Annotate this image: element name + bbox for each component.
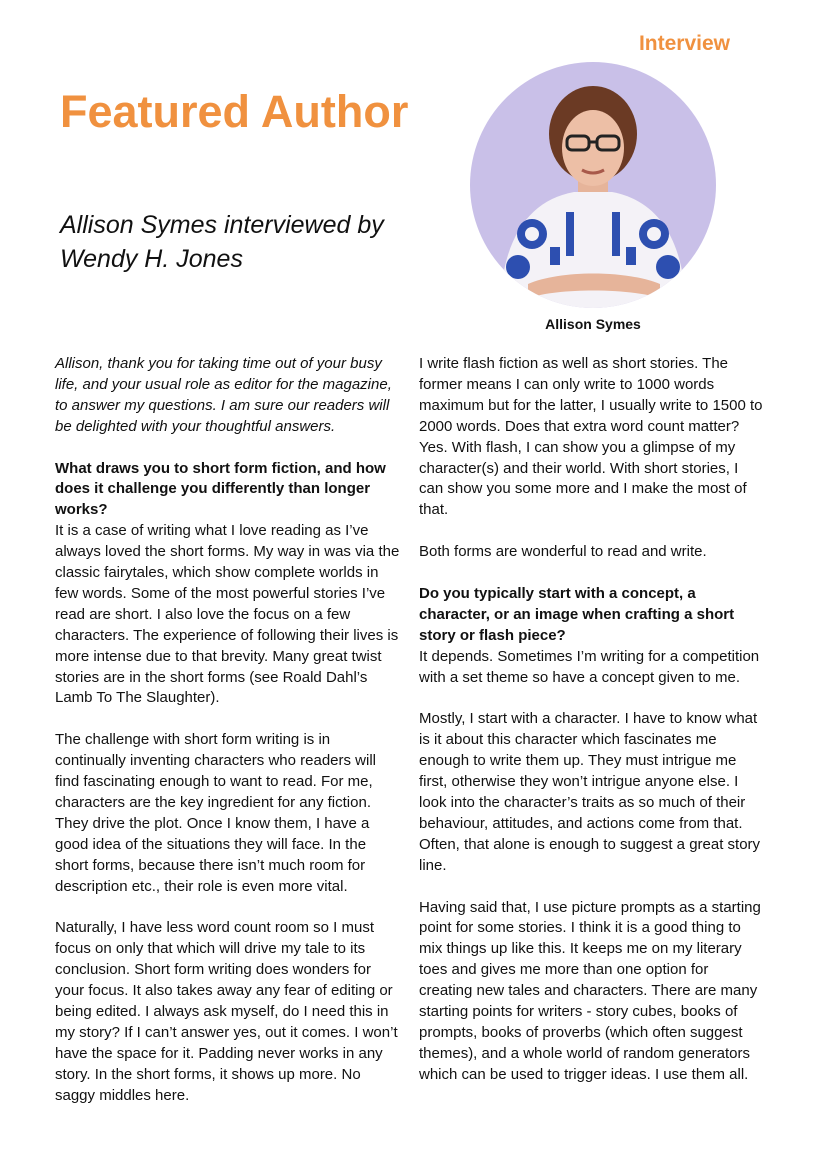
left-column [55, 354, 400, 1127]
right-column [419, 354, 764, 1107]
answer-1-paragraph-2: The challenge with short form writing is in continually inventing characters who readers will find fascinating enough to want to read. For me, characters are the key ingredient for any fiction. They drive the plot. Once I know them, I have a good idea of the situations they will face. In the short forms, because there isn’t much room for description etc., their role is even more vital. [55, 731, 376, 895]
answer-1-paragraph-5: Both forms are wonderful to read and write. [419, 543, 707, 561]
answer-1-paragraph-3: Naturally, I have less word count room so I must focus on only that which will drive my tale to its conclusion. Short form writing does wonders for your focus. It also takes away any fear of editing or being edited. I always ask myself, do I need this in my story? If I can’t answer yes, out it comes. I won’t have the space for it. Padding never works in any story. In the short forms, it shows up more. No saggy middles here. [55, 919, 398, 1104]
author-photo [470, 62, 716, 308]
page-title: Featured Author [60, 86, 409, 137]
answer-1-paragraph-1: It is a case of writing what I love reading as I’ve always loved the short forms. My way in was via the classic fairytales, which show complete worlds in few words. Some of the most powerful stories I’ve read are short. I also love the focus on a few characters. The experience of following their lives is more intense due to that brevity. Many great twist stories are in the short forms (see Roald Dahl’s Lamb To The Slaughter). [55, 522, 400, 707]
author-portrait-image [470, 62, 716, 308]
photo-caption: Allison Symes [545, 316, 641, 332]
question-1: What draws you to short form fiction, and how does it challenge you differently than longer works? [55, 459, 386, 519]
answer-1-paragraph-4: I write flash fiction as well as short stories. The former means I can only write to 1000 words maximum but for the latter, I usually write to 1500 to 2000 words. Does that extra word count matter? Yes. With flash, I can show you a glimpse of my character(s) and their world. With short stories, I can show you some more and I make the most of that. [419, 355, 763, 519]
answer-2-paragraph-3: Having said that, I use picture prompts as a starting point for some stories. I think it is a good thing to mix things up like this. It keeps me on my literary toes and gives me more than one option for creating new tales and characters. There are many starting points for writers - story cubes, books of prompts, books of proverbs (which often suggest themes), and a whole world of random generators which can be used to trigger ideas. I use them all. [419, 898, 761, 1083]
subtitle: Allison Symes interviewed by Wendy H. Jones [60, 211, 384, 273]
section-label: Interview [638, 32, 730, 55]
interview-intro: Allison, thank you for taking time out of your busy life, and your usual role as editor for the magazine, to answer my questions. I am sure our readers will be delighted with your thoughtful answers. [55, 355, 392, 435]
question-2: Do you typically start with a concept, a character, or an image when crafting a short story or flash piece? [419, 584, 735, 644]
answer-2-paragraph-2: Mostly, I start with a character. I have to know what is it about this character which fascinates me enough to write them up. They must intrigue me first, otherwise they won’t intrigue anyone else. I look into the character’s traits as so much of their behaviour, attitudes, and actions come from that. Often, that alone is enough to suggest a great story line. [419, 710, 761, 874]
answer-1 [55, 459, 400, 710]
answer-2 [419, 584, 764, 689]
answer-2-paragraph-1: It depends. Sometimes I’m writing for a competition with a set theme so have a concept given to me. [419, 647, 760, 686]
